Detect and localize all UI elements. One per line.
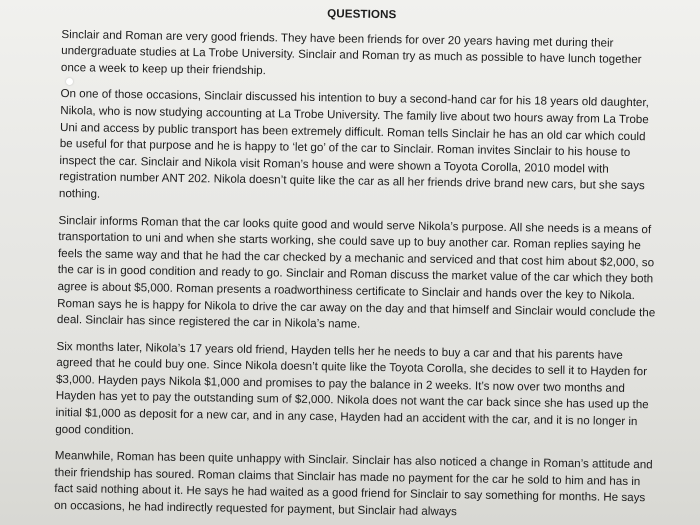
paragraph-1: Sinclair and Roman are very good friends. They have been friends for over 20 years having met during their undergraduate studies at La Trobe University. Sinclair and Roman try as much as possible to have lunch together once a week to keep up their friendship. [60,27,642,77]
paragraph-4: Six months later, Nikola’s 17 years old friend, Hayden tells her he needs to buy a car and that his parents have agreed that he could buy one. Since Nikola doesn’t quite like the Toyota Corolla, she decides to sell it to Hayden for $3,000. Hayden pays Nikola $1,000 and promises to pay the balance in 2 weeks. It’s now over two months and Hayden has yet to pay the outstanding sum of $2,000. Nikola does not want the car back since she has used up the initial $1,000 as deposit for a new car, and in any case, Hayden had an accident with the car, and it is no longer in good condition. [55,339,649,437]
document-page [54,0,662,525]
paragraph-2: On one of those occasions, Sinclair discussed his intention to buy a second-hand car for his 18 years old daughter, Nikola, who is now studying accounting at La Trobe University. The family live about two hours away from La Trobe Uni and access by public transport has been extremely difficult. Roman tells Sinclair he has an old car which could be useful for that purpose and he is happy to ‘let go’ of the car to Sinclair. Roman invites Sinclair to his house to inspect the car. Sinclair and Nikola visit Roman’s house and were shown a Toyota Corolla, 2010 model with registration number ANT 202. Nikola doesn’t quite like the car as all her friends drive brand new cars, but she says nothing. [58,87,649,201]
document-title: QUESTIONS [327,7,397,22]
paragraph-5: Meanwhile, Roman has been quite unhappy with Sinclair. Sinclair has also noticed a change in Roman’s attitude and their friendship has soured. Roman claims that Sinclair has made no payment for the car he sold to him and has in fact said nothing about it. He says he had waited as a good friend for Sinclair to say something for months. He says on occasions, he had indirectly requested for payment, but Sinclair had always [53,449,653,519]
paragraph-3: Sinclair informs Roman that the car looks quite good and would serve Nikola’s purpose. All she needs is a means of transportation to uni and when she starts working, she could save up to buy another car. Roman replies saying he feels the same way and that he had the car checked by a mechanic and serviced and that cost him about $2,000, so the car is in good condition and ready to go. Sinclair and Roman discuss the market value of the car which they both agree is about $5,000. Roman presents a roadworthiness certificate to Sinclair and hands over the key to Nikola. Roman says he is happy for Nikola to drive the car away on the day and that himself and Sinclair would conclude the deal. Sinclair has since registered the car in Nikola’s name. [56,213,656,331]
